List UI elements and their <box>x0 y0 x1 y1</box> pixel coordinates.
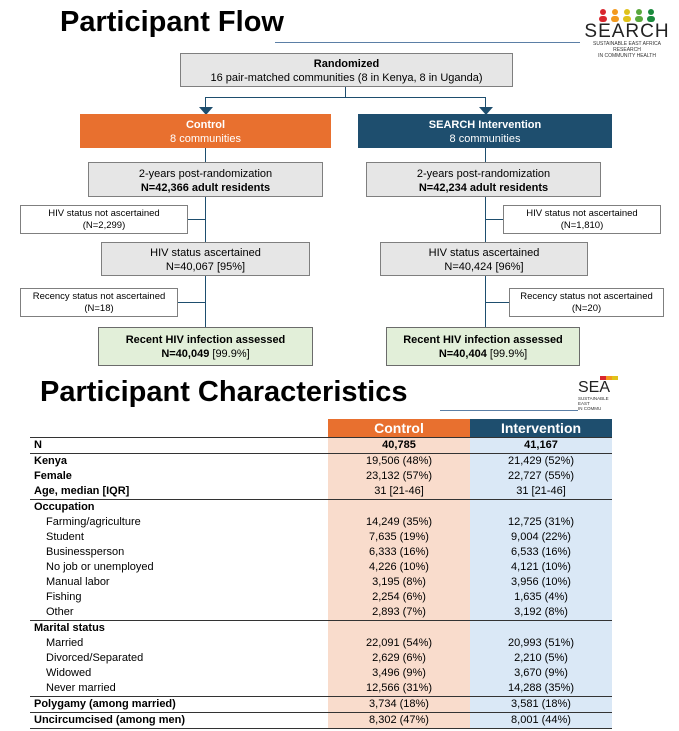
row-label: Student <box>46 531 84 543</box>
row-label: Uncircumcised (among men) <box>30 713 328 729</box>
header-control: Control <box>328 419 470 438</box>
table-row <box>30 545 612 560</box>
characteristics-title: Participant Characteristics <box>40 376 408 408</box>
row-label: Age, median [IQR] <box>34 485 130 497</box>
table-row <box>30 575 612 590</box>
control-value: 6,333 (16%) <box>328 545 470 560</box>
control-value: 22,091 (54%) <box>328 636 470 651</box>
logo-word-small: SEA <box>578 379 611 396</box>
intervention-hiv-asc: HIV status ascertained <box>428 247 540 259</box>
row-label: Divorced/Separated <box>46 652 144 664</box>
table-row <box>30 590 612 605</box>
intervention-value: 31 [21-46] <box>470 484 612 500</box>
control-value: 2,254 (6%) <box>328 590 470 605</box>
row-label: N <box>30 438 328 454</box>
control-recent: Recent HIV infection assessed <box>125 334 286 346</box>
intervention-adults: N=42,234 adult residents <box>418 182 549 194</box>
table-row <box>30 621 612 637</box>
randomized-title: Randomized <box>313 58 380 70</box>
intervention-arm-box <box>358 114 612 148</box>
title-rule <box>440 410 578 411</box>
control-hiv-asc-box <box>101 242 310 276</box>
control-hiv-not: HIV status not ascertained <box>48 208 160 219</box>
intervention-hiv-not-box <box>503 205 661 234</box>
control-hiv-asc-n: N=40,067 [95%] <box>165 261 246 273</box>
row-label: Polygamy (among married) <box>30 697 328 713</box>
intervention-post: 2-years post-randomization <box>416 168 551 180</box>
intervention-value: 3,192 (8%) <box>470 605 612 621</box>
intervention-communities: 8 communities <box>449 133 521 145</box>
table-row <box>30 605 612 621</box>
table-row <box>30 515 612 530</box>
intervention-recent: Recent HIV infection assessed <box>403 334 563 346</box>
control-adults: N=42,366 adult residents <box>140 182 271 194</box>
randomized-box <box>180 53 513 87</box>
intervention-recent-pct: [99.9%] <box>486 348 528 360</box>
connector <box>485 148 486 162</box>
control-value: 31 [21-46] <box>328 484 470 500</box>
row-label: Widowed <box>46 667 92 679</box>
control-recent-box <box>98 327 313 366</box>
table-row <box>30 484 612 500</box>
connector <box>205 97 486 98</box>
control-value: 3,195 (8%) <box>328 575 470 590</box>
connector <box>485 302 509 303</box>
section-label: Marital status <box>30 621 328 637</box>
row-label: Farming/agriculture <box>46 516 141 528</box>
control-value: 23,132 (57%) <box>328 469 470 484</box>
row-label: Businessperson <box>46 546 125 558</box>
characteristics-table <box>30 419 612 729</box>
intervention-rec-not: Recency status not ascertained <box>520 291 653 302</box>
search-logo-small <box>578 376 620 410</box>
row-label: Married <box>46 637 84 649</box>
control-post: 2-years post-randomization <box>138 168 273 180</box>
control-arm-label: Control <box>185 119 226 131</box>
intervention-value: 14,288 (35%) <box>470 681 612 697</box>
intervention-rec-not-n: (N=20) <box>571 303 602 314</box>
title-rule <box>275 42 580 43</box>
control-value: 4,226 (10%) <box>328 560 470 575</box>
control-post-box <box>88 162 323 197</box>
control-communities: 8 communities <box>170 133 241 145</box>
connector <box>178 302 206 303</box>
row-label: Manual labor <box>46 576 110 588</box>
table-row <box>30 713 612 729</box>
intervention-value: 12,725 (31%) <box>470 515 612 530</box>
row-label: Never married <box>46 682 116 694</box>
intervention-rec-not-box <box>509 288 664 317</box>
control-value: 3,496 (9%) <box>328 666 470 681</box>
row-label: Female <box>34 470 72 482</box>
connector <box>205 148 206 162</box>
control-value: 40,785 <box>328 438 470 454</box>
control-value: 2,629 (6%) <box>328 651 470 666</box>
row-label: No job or unemployed <box>46 561 154 573</box>
flow-title: Participant Flow <box>60 6 284 38</box>
randomized-detail: 16 pair-matched communities (8 in Kenya, 8 in Uganda) <box>210 72 483 84</box>
table-row <box>30 697 612 713</box>
table-header-row <box>30 419 612 438</box>
intervention-value: 6,533 (16%) <box>470 545 612 560</box>
intervention-recent-box <box>386 327 580 366</box>
connector <box>485 219 503 220</box>
table-row <box>30 454 612 470</box>
control-hiv-not-box <box>20 205 188 234</box>
intervention-value: 8,001 (44%) <box>470 713 612 729</box>
logo-tagline-small-2: IN COMMU <box>578 406 602 410</box>
intervention-value: 41,167 <box>470 438 612 454</box>
intervention-value: 9,004 (22%) <box>470 530 612 545</box>
header-intervention: Intervention <box>470 419 612 438</box>
control-value: 19,506 (48%) <box>328 454 470 470</box>
table-row <box>30 666 612 681</box>
table-row <box>30 636 612 651</box>
row-label: Fishing <box>46 591 82 603</box>
search-logo <box>582 8 672 60</box>
control-value: 14,249 (35%) <box>328 515 470 530</box>
intervention-recent-n: N=40,404 <box>438 348 487 360</box>
intervention-value: 3,581 (18%) <box>470 697 612 713</box>
intervention-value: 3,956 (10%) <box>470 575 612 590</box>
section-label: Occupation <box>30 500 328 516</box>
table-row <box>30 469 612 484</box>
intervention-value: 2,210 (5%) <box>470 651 612 666</box>
control-rec-not-box <box>20 288 178 317</box>
logo-tagline: SUSTAINABLE EAST AFRICA RESEARCH <box>593 41 661 53</box>
table-row <box>30 681 612 697</box>
table-row <box>30 500 612 516</box>
intervention-hiv-not-n: (N=1,810) <box>560 220 604 231</box>
logo-tagline-2: IN COMMUNITY HEALTH <box>598 53 656 59</box>
control-value: 8,302 (47%) <box>328 713 470 729</box>
control-value: 7,635 (19%) <box>328 530 470 545</box>
intervention-post-box <box>366 162 601 197</box>
control-hiv-asc: HIV status ascertained <box>150 247 261 259</box>
intervention-value: 21,429 (52%) <box>470 454 612 470</box>
control-value: 12,566 (31%) <box>328 681 470 697</box>
intervention-hiv-asc-box <box>380 242 588 276</box>
control-arm-box <box>80 114 331 148</box>
connector <box>188 219 206 220</box>
control-rec-not-n: (N=18) <box>84 303 114 314</box>
row-label: Kenya <box>30 454 328 470</box>
control-value: 2,893 (7%) <box>328 605 470 621</box>
intervention-hiv-not: HIV status not ascertained <box>526 208 638 219</box>
table-row <box>30 530 612 545</box>
logo-tagline-small: SUSTAINABLE EAST <box>578 396 609 406</box>
intervention-value: 22,727 (55%) <box>470 469 612 484</box>
table-row <box>30 560 612 575</box>
intervention-hiv-asc-n: N=40,424 [96%] <box>444 261 524 273</box>
logo-word: SEARCH <box>584 21 670 42</box>
control-recent-pct: [99.9%] <box>209 348 250 360</box>
table-row <box>30 651 612 666</box>
intervention-value: 4,121 (10%) <box>470 560 612 575</box>
intervention-value: 1,635 (4%) <box>470 590 612 605</box>
row-label: Other <box>46 606 74 618</box>
intervention-arm-label: SEARCH Intervention <box>428 119 542 131</box>
intervention-value: 20,993 (51%) <box>470 636 612 651</box>
table-row <box>30 438 612 454</box>
control-rec-not: Recency status not ascertained <box>32 291 166 302</box>
control-recent-n: N=40,049 <box>161 348 210 360</box>
intervention-value: 3,670 (9%) <box>470 666 612 681</box>
people-icon <box>596 8 658 22</box>
control-value: 3,734 (18%) <box>328 697 470 713</box>
control-hiv-not-n: (N=2,299) <box>82 220 126 231</box>
